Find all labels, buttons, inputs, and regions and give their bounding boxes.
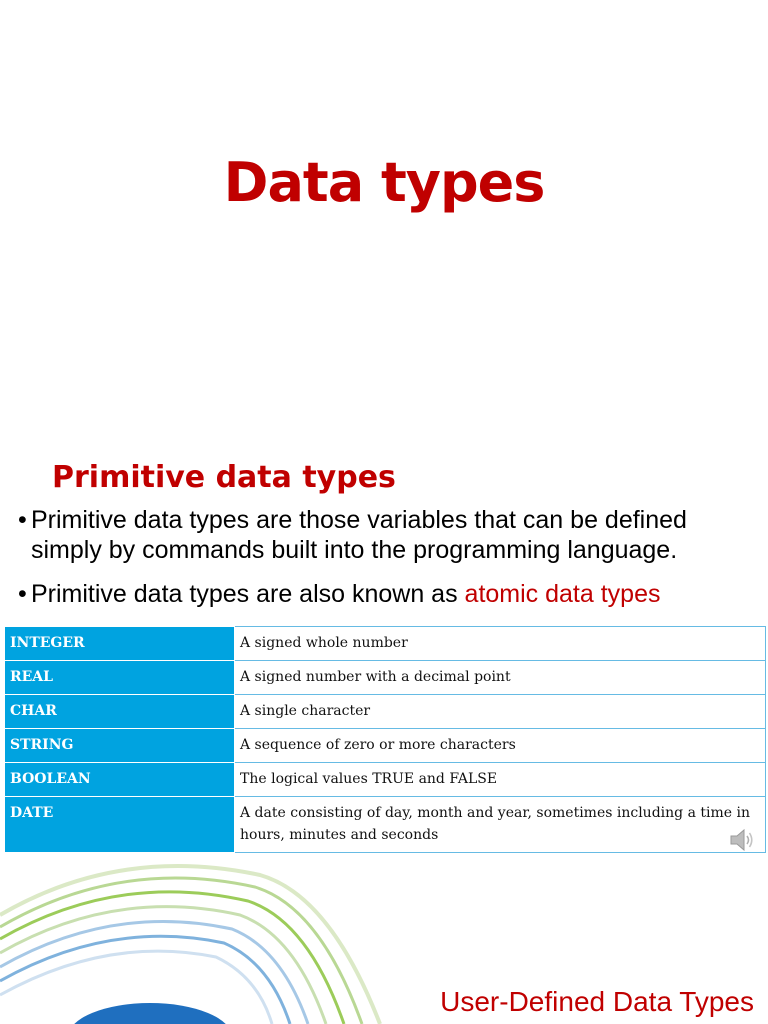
- decorative-swoosh: [0, 855, 420, 1024]
- type-description: A sequence of zero or more characters: [235, 729, 766, 763]
- type-name: REAL: [5, 661, 235, 695]
- table-row: [5, 627, 766, 661]
- type-description: A signed number with a decimal point: [235, 661, 766, 695]
- type-name: CHAR: [5, 695, 235, 729]
- bullet-text: Primitive data types are also known as: [31, 580, 465, 608]
- table-row: [5, 661, 766, 695]
- type-description: A signed whole number: [235, 627, 766, 661]
- section-heading: Primitive data types: [52, 460, 396, 495]
- type-name: BOOLEAN: [5, 763, 235, 797]
- table-row: [5, 695, 766, 729]
- bullet-item: [18, 579, 763, 609]
- type-description: The logical values TRUE and FALSE: [235, 763, 766, 797]
- bullet-dot-icon: •: [18, 506, 27, 534]
- type-description: A single character: [235, 695, 766, 729]
- table-row: [5, 729, 766, 763]
- type-name: INTEGER: [5, 627, 235, 661]
- type-name: STRING: [5, 729, 235, 763]
- bullet-text: Primitive data types are those variables that can be defined simply by commands built into the programming language.: [31, 506, 687, 564]
- data-types-table: [4, 626, 766, 853]
- bullet-dot-icon: •: [18, 580, 27, 608]
- slide-title: Data types: [223, 151, 545, 214]
- type-name: DATE: [5, 797, 235, 853]
- table-row: [5, 763, 766, 797]
- bullet-list: [18, 505, 763, 625]
- bullet-highlight: atomic data types: [464, 580, 661, 608]
- next-slide-heading: User-Defined Data Types: [440, 986, 754, 1017]
- bullet-item: [18, 505, 763, 565]
- type-description: A date consisting of day, month and year, sometimes including a time in hours, minutes and seconds: [235, 797, 766, 853]
- table-row: [5, 797, 766, 853]
- speaker-icon[interactable]: [728, 826, 756, 854]
